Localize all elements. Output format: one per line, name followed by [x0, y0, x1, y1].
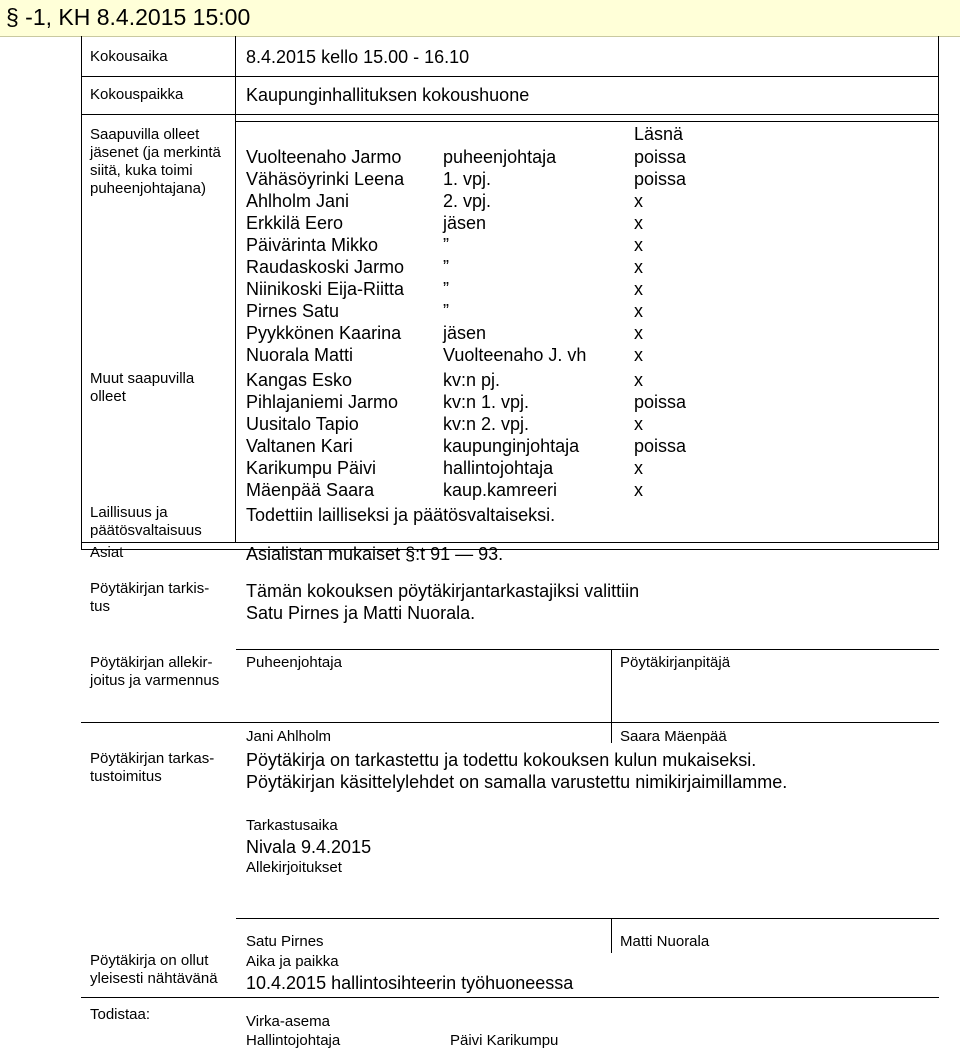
position-value: Hallintojohtaja — [246, 1032, 341, 1049]
member-name: Niinikoski Eija-Riitta — [246, 279, 405, 299]
attendance-header-line — [236, 121, 938, 122]
other-status: x — [634, 480, 643, 500]
certify-label: Todistaa: — [90, 1006, 151, 1023]
meeting-place-label: Kokouspaikka — [90, 86, 184, 103]
other-status: x — [634, 458, 643, 478]
other-role: kv:n 1. vpj. — [443, 392, 530, 412]
public-display-label: Pöytäkirja on ollut yleisesti nähtävänä — [90, 952, 218, 987]
other-status: poissa — [634, 436, 687, 456]
member-name: Nuorala Matti — [246, 345, 354, 365]
member-status: x — [634, 235, 643, 255]
attendance-header: Läsnä — [634, 124, 684, 144]
member-role: ” — [443, 279, 449, 299]
attendees-label: Saapuvilla olleet jäsenet (ja merkintä siitä, kuka toimi puheenjohtajana) — [90, 126, 221, 197]
secretary-role: Pöytäkirjanpitäjä — [620, 654, 731, 671]
other-role: kaupunginjohtaja — [443, 436, 580, 456]
signature-line-3 — [236, 918, 939, 919]
inspection-time-label: Tarkastusaika — [246, 817, 338, 834]
other-role: kv:n pj. — [443, 370, 501, 390]
other-name: Karikumpu Päivi — [246, 458, 377, 478]
member-role: jäsen — [443, 213, 487, 233]
member-name: Ahlholm Jani — [246, 191, 350, 211]
meeting-time-value: 8.4.2015 kello 15.00 - 16.10 — [246, 47, 470, 67]
review-value: Tämän kokouksen pöytäkirjantarkastajiksi valittiin Satu Pirnes ja Matti Nuorala. — [246, 581, 640, 623]
member-name: Pirnes Satu — [246, 301, 340, 321]
signature-separator-1 — [611, 649, 612, 743]
member-status: x — [634, 345, 643, 365]
secretary-name: Saara Mäenpää — [620, 728, 727, 745]
other-name: Kangas Esko — [246, 370, 353, 390]
signatures-label: Allekirjoitukset — [246, 859, 342, 876]
member-role: ” — [443, 235, 449, 255]
legality-label: Laillisuus ja päätösvaltaisuus — [90, 504, 202, 539]
other-attendees-label: Muut saapuvilla olleet — [90, 370, 195, 405]
member-status: x — [634, 279, 643, 299]
row-divider-2 — [81, 114, 939, 115]
member-status: x — [634, 257, 643, 277]
document-header-title: § -1, KH 8.4.2015 15:00 — [6, 4, 251, 30]
inspection-value: Pöytäkirja on tarkastettu ja todettu kokouksen kulun mukaiseksi. Pöytäkirjan käsittelylehdet on samalla varustettu nimikirjaimillamme. — [246, 750, 788, 792]
document-header-bar — [0, 0, 960, 37]
member-name: Päivärinta Mikko — [246, 235, 379, 255]
member-role: 1. vpj. — [443, 169, 492, 189]
other-status: x — [634, 370, 643, 390]
meeting-time-label: Kokousaika — [90, 48, 168, 65]
chairperson-role: Puheenjohtaja — [246, 654, 342, 671]
member-role: puheenjohtaja — [443, 147, 557, 167]
matters-value: Asialistan mukaiset §:t 91 — 93. — [246, 544, 504, 564]
inspector-2-name: Matti Nuorala — [620, 933, 710, 950]
member-role: 2. vpj. — [443, 191, 492, 211]
inspection-label: Pöytäkirjan tarkas- tustoimitus — [90, 750, 215, 785]
signature-separator-2 — [611, 918, 612, 953]
member-role: ” — [443, 257, 449, 277]
row-divider-1 — [81, 76, 939, 77]
legality-value: Todettiin lailliseksi ja päätösvaltaiseksi. — [246, 505, 556, 525]
row-divider-4 — [81, 549, 939, 550]
member-status: x — [634, 323, 643, 343]
position-label: Virka-asema — [246, 1013, 330, 1030]
member-role: Vuolteenaho J. vh — [443, 345, 587, 365]
inspector-1-name: Satu Pirnes — [246, 933, 324, 950]
certifier-name: Päivi Karikumpu — [450, 1032, 559, 1049]
member-role: ” — [443, 301, 449, 321]
member-role: jäsen — [443, 323, 487, 343]
other-status: poissa — [634, 392, 687, 412]
matters-label: Asiat — [90, 544, 124, 561]
member-status: x — [634, 213, 643, 233]
time-place-value: 10.4.2015 hallintosihteerin työhuoneessa — [246, 973, 574, 993]
chairperson-name: Jani Ahlholm — [246, 728, 332, 745]
row-divider-3 — [81, 542, 939, 543]
other-name: Pihlajaniemi Jarmo — [246, 392, 399, 412]
member-name: Pyykkönen Kaarina — [246, 323, 402, 343]
other-role: hallintojohtaja — [443, 458, 554, 478]
member-status: poissa — [634, 147, 687, 167]
signature-line-1 — [236, 649, 939, 650]
member-name: Raudaskoski Jarmo — [246, 257, 405, 277]
member-name: Vähäsöyrinki Leena — [246, 169, 405, 189]
other-role: kv:n 2. vpj. — [443, 414, 530, 434]
time-place-label: Aika ja paikka — [246, 953, 339, 970]
other-role: kaup.kamreeri — [443, 480, 558, 500]
review-label: Pöytäkirjan tarkis- tus — [90, 580, 210, 615]
member-status: x — [634, 301, 643, 321]
member-status: poissa — [634, 169, 687, 189]
label-column-divider — [235, 36, 236, 543]
member-name: Erkkilä Eero — [246, 213, 344, 233]
other-status: x — [634, 414, 643, 434]
meeting-place-value: Kaupunginhallituksen kokoushuone — [246, 85, 530, 105]
signature-line-2 — [81, 722, 939, 723]
other-name: Valtanen Kari — [246, 436, 353, 456]
member-status: x — [634, 191, 643, 211]
signing-label: Pöytäkirjan allekir- joitus ja varmennus — [90, 654, 220, 689]
other-name: Uusitalo Tapio — [246, 414, 359, 434]
inspection-time-value: Nivala 9.4.2015 — [246, 837, 372, 857]
member-name: Vuolteenaho Jarmo — [246, 147, 402, 167]
other-name: Mäenpää Saara — [246, 480, 375, 500]
signature-line-4 — [81, 997, 939, 998]
